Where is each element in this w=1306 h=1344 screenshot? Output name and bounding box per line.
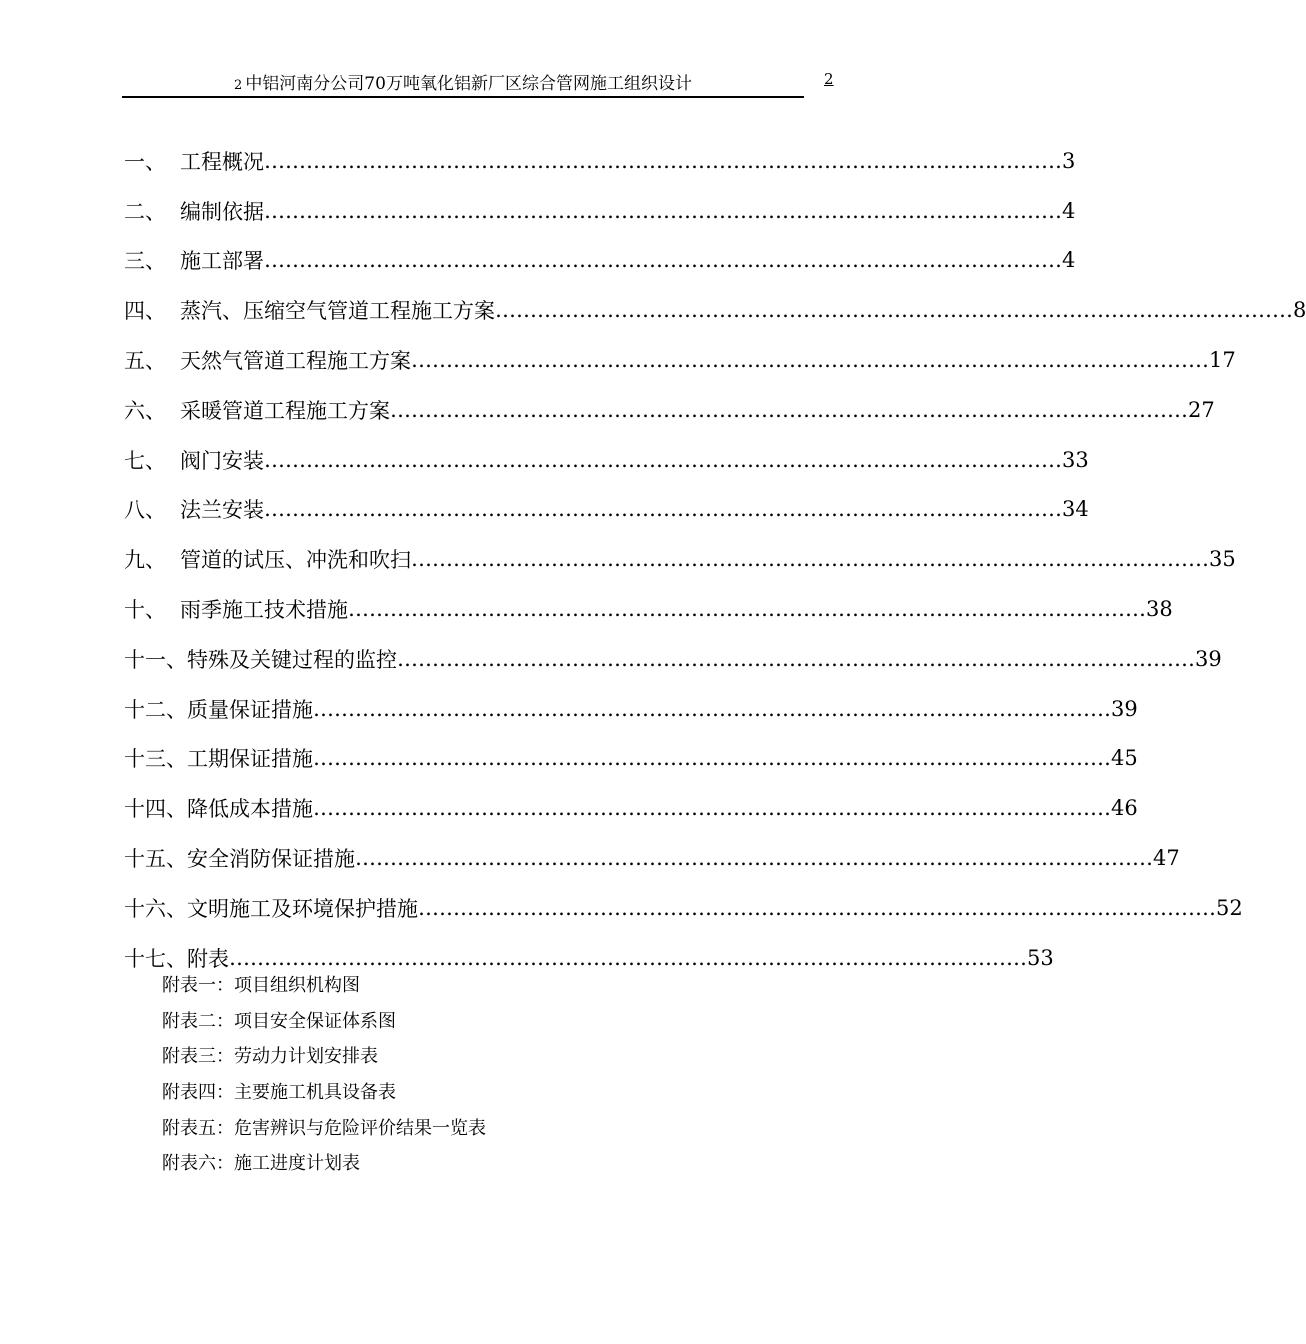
toc-leader: …………………………………………………………………………………………………… [264, 148, 1062, 173]
toc-title: 工期保证措施 [187, 747, 313, 772]
toc-leader: …………………………………………………………………………………………………… [418, 895, 1216, 920]
toc-row[interactable] [124, 136, 1076, 186]
toc-title: 施工部署 [180, 249, 264, 274]
toc-leader: …………………………………………………………………………………………………… [390, 397, 1188, 422]
toc-title: 降低成本措施 [187, 797, 313, 822]
toc-page: 45 [1111, 746, 1138, 771]
toc-num: 四、 [124, 299, 166, 324]
toc-num: 五、 [124, 349, 166, 374]
appendix-item[interactable]: 附表三：劳动力计划安排表 [162, 1046, 378, 1068]
toc-num: 十六、 [124, 896, 187, 921]
appendix-item[interactable]: 附表二：项目安全保证体系图 [162, 1010, 396, 1032]
page-number: 2 [824, 70, 834, 88]
toc-num: 六、 [124, 398, 166, 423]
toc-num: 十五、 [124, 847, 187, 872]
appendix-item[interactable]: 附表四：主要施工机具设备表 [162, 1081, 396, 1103]
toc-page: 17 [1209, 348, 1236, 373]
toc-title: 质量保证措施 [187, 697, 313, 722]
toc-num: 一、 [124, 149, 166, 174]
toc-page: 46 [1111, 796, 1138, 821]
toc-row[interactable] [124, 335, 1236, 385]
toc-row[interactable] [124, 285, 1306, 335]
toc-num: 十七、 [124, 946, 187, 971]
toc-row[interactable] [124, 783, 1138, 833]
toc-leader: …………………………………………………………………………………………………… [313, 746, 1111, 771]
toc-row[interactable] [124, 186, 1076, 236]
toc-row[interactable] [124, 833, 1180, 883]
header-title: 中铝河南分公司70万吨氧化铝新厂区综合管网施工组织设计 [245, 74, 692, 94]
toc-num: 十三、 [124, 747, 187, 772]
toc-leader: …………………………………………………………………………………………………… [355, 846, 1153, 871]
toc-page: 27 [1188, 397, 1215, 422]
toc-row[interactable] [124, 435, 1089, 485]
toc-title: 天然气管道工程施工方案 [180, 349, 411, 374]
toc-page: 47 [1153, 846, 1180, 871]
toc-leader: …………………………………………………………………………………………………… [264, 447, 1062, 472]
toc-row[interactable] [124, 534, 1236, 584]
toc-title: 编制依据 [180, 199, 264, 224]
toc-page: 4 [1062, 198, 1076, 223]
toc-page: 53 [1027, 945, 1054, 970]
toc-page: 39 [1111, 696, 1138, 721]
toc-num: 十四、 [124, 797, 187, 822]
toc-num: 九、 [124, 548, 166, 573]
toc-leader: …………………………………………………………………………………………………… [264, 497, 1062, 522]
toc-title: 特殊及关键过程的监控 [187, 647, 397, 672]
toc-page: 8 [1293, 298, 1306, 323]
toc-leader: …………………………………………………………………………………………………… [411, 348, 1209, 373]
toc-leader: …………………………………………………………………………………………………… [495, 298, 1293, 323]
toc-title: 法兰安装 [180, 498, 264, 523]
toc-title: 采暖管道工程施工方案 [180, 398, 390, 423]
toc-page: 3 [1062, 148, 1076, 173]
toc-num: 八、 [124, 498, 166, 523]
toc-num: 十、 [124, 598, 166, 623]
toc-title: 雨季施工技术措施 [180, 598, 348, 623]
toc-num: 三、 [124, 249, 166, 274]
toc-title: 附表 [187, 946, 229, 971]
toc-page: 38 [1146, 597, 1173, 622]
toc-page: 35 [1209, 547, 1236, 572]
toc-num: 二、 [124, 199, 166, 224]
toc-page: 34 [1062, 497, 1089, 522]
toc-leader: …………………………………………………………………………………………………… [313, 696, 1111, 721]
toc-leader: …………………………………………………………………………………………………… [264, 198, 1062, 223]
appendix-item[interactable]: 附表六：施工进度计划表 [162, 1153, 360, 1175]
toc-page: 52 [1216, 895, 1243, 920]
toc-num: 十一、 [124, 647, 187, 672]
toc-num: 七、 [124, 448, 166, 473]
toc-leader: …………………………………………………………………………………………………… [411, 547, 1209, 572]
appendix-list [162, 966, 486, 1180]
toc-leader: …………………………………………………………………………………………………… [397, 646, 1195, 671]
toc-row[interactable] [124, 584, 1173, 634]
toc-leader: …………………………………………………………………………………………………… [313, 796, 1111, 821]
toc-title: 管道的试压、冲洗和吹扫 [180, 548, 411, 573]
toc-leader: …………………………………………………………………………………………………… [348, 597, 1146, 622]
toc-title: 阀门安装 [180, 448, 264, 473]
toc-row[interactable] [124, 734, 1138, 784]
table-of-contents [124, 136, 1306, 983]
appendix-item[interactable]: 附表一：项目组织机构图 [162, 974, 360, 996]
header-number: 2 [234, 78, 243, 93]
toc-num: 十二、 [124, 697, 187, 722]
toc-row[interactable] [124, 236, 1076, 286]
toc-page: 39 [1195, 646, 1222, 671]
toc-title: 工程概况 [180, 149, 264, 174]
toc-row[interactable] [124, 684, 1138, 734]
page-header [122, 74, 804, 98]
toc-leader: …………………………………………………………………………………………………… [264, 248, 1062, 273]
toc-leader: …………………………………………………………………………………………………… [229, 945, 1027, 970]
toc-title: 文明施工及环境保护措施 [187, 896, 418, 921]
toc-page: 33 [1062, 447, 1089, 472]
toc-row[interactable] [124, 883, 1243, 933]
toc-row[interactable] [124, 385, 1215, 435]
toc-page: 4 [1062, 248, 1076, 273]
toc-title: 蒸汽、压缩空气管道工程施工方案 [180, 299, 495, 324]
toc-row[interactable] [124, 485, 1089, 535]
toc-title: 安全消防保证措施 [187, 847, 355, 872]
toc-row[interactable] [124, 634, 1222, 684]
appendix-item[interactable]: 附表五：危害辨识与危险评价结果一览表 [162, 1117, 486, 1139]
